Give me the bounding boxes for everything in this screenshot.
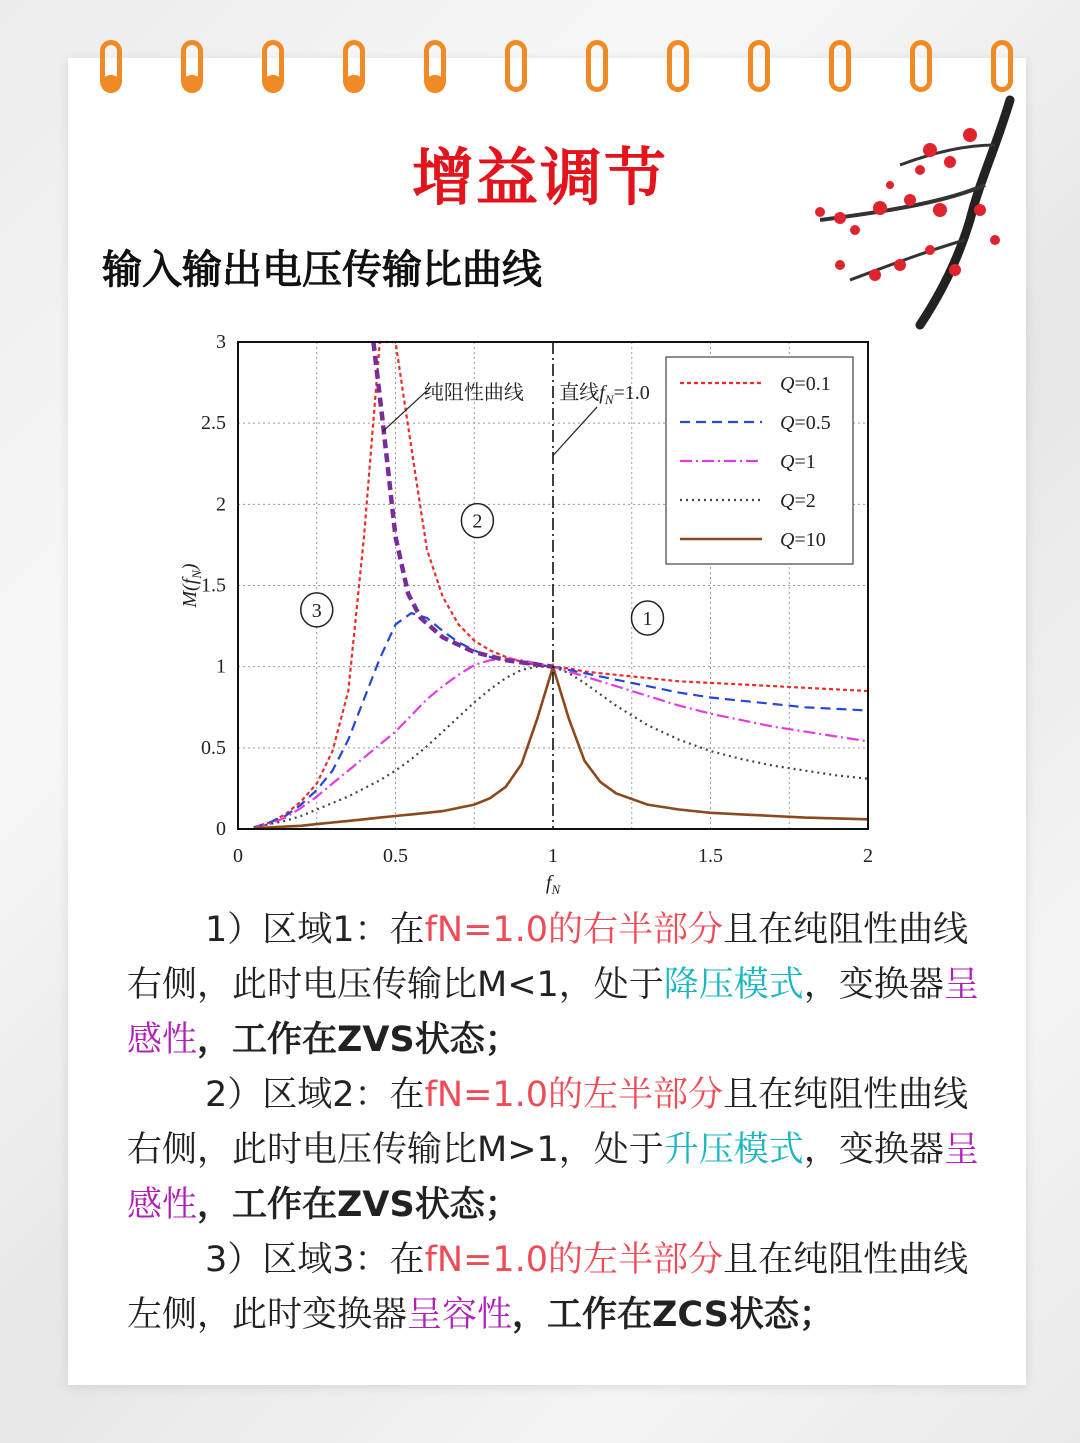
para-text-bold: ，工作在ZVS状态；	[197, 1185, 520, 1225]
binder-ring-icon	[991, 40, 1013, 92]
resistive-leader-line	[383, 391, 427, 432]
legend-label: Q=2	[780, 490, 816, 512]
para-text: 在	[389, 1075, 425, 1115]
binder-ring-icon	[181, 40, 203, 92]
paragraph-region-1	[127, 903, 987, 1068]
page-title: 增益调节	[411, 141, 668, 214]
para-lead: 1）区域1：	[205, 910, 390, 950]
binder-ring-icon	[829, 40, 851, 92]
x-tick-label: 0.5	[383, 845, 408, 867]
y-axis-label: $M(f_N)$	[179, 563, 204, 608]
region-marker-label: 2	[472, 510, 483, 533]
x-axis-label: $f_N$	[545, 872, 561, 895]
highlight-cyan: 升压模式	[663, 1130, 804, 1170]
explanation-paragraphs	[127, 903, 987, 1343]
section-subtitle: 输入输出电压传输比曲线	[102, 247, 542, 293]
y-tick-label: 0.5	[201, 736, 226, 759]
y-tick-label: 1.5	[201, 574, 226, 597]
x-tick-label: 2	[863, 845, 873, 867]
para-text: ，变换器	[803, 965, 944, 1005]
para-text-bold: ，工作在ZVS状态；	[197, 1020, 520, 1060]
series-line-Q-10	[254, 667, 868, 829]
binder-ring-icon	[505, 40, 527, 92]
para-text: ，变换器	[803, 1130, 944, 1170]
para-text: 且在纯阻性曲线右侧，此时电压传输比M>1，处于	[127, 1075, 969, 1170]
y-tick-label: 2	[216, 493, 226, 516]
para-lead: 2）区域2：	[205, 1075, 390, 1115]
highlight-purple: 呈感性	[127, 965, 979, 1060]
region-marker-label: 3	[311, 599, 322, 622]
para-text-bold: ，工作在ZCS状态；	[512, 1295, 834, 1335]
binder-ring-icon	[748, 40, 770, 92]
highlight-red: fN=1.0的左半部分	[424, 1240, 724, 1280]
highlight-purple: 呈感性	[127, 1130, 979, 1225]
binder-ring-icon	[343, 40, 365, 92]
highlight-red: fN=1.0的左半部分	[424, 1075, 724, 1115]
legend-label: Q=0.1	[780, 373, 831, 395]
x-tick-label: 1	[548, 845, 558, 867]
binder-ring-icon	[667, 40, 689, 92]
paragraph-region-2	[127, 1068, 987, 1233]
vline-leader-line	[553, 407, 597, 456]
y-tick-label: 3	[216, 331, 226, 353]
binder-ring-icon	[586, 40, 608, 92]
region-marker-label: 1	[642, 607, 653, 630]
y-tick-label: 1	[216, 655, 226, 678]
para-lead: 3）区域3：	[205, 1240, 390, 1280]
highlight-red: fN=1.0的右半部分	[424, 910, 724, 950]
para-text: 在	[389, 910, 425, 950]
vline-label: 直线$f_N=1.0$	[559, 381, 650, 407]
highlight-purple: 呈容性	[407, 1295, 513, 1335]
legend-label: Q=10	[780, 529, 826, 551]
resistive-curve-label: 纯阻性曲线	[423, 381, 524, 404]
series-line-Q-0-5	[254, 613, 868, 827]
gain-curve-chart	[168, 320, 888, 895]
binder-ring-icon	[424, 40, 446, 92]
para-text: 且在纯阻性曲线右侧，此时电压传输比M<1，处于	[127, 910, 969, 1005]
legend-label: Q=0.5	[780, 412, 831, 434]
paragraph-region-3	[127, 1233, 987, 1343]
binder-ring-icon	[100, 40, 122, 92]
binder-ring-icon	[262, 40, 284, 92]
legend-label: Q=1	[780, 451, 816, 473]
para-text: 在	[389, 1240, 425, 1280]
para-text: 且在纯阻性曲线左侧，此时变换器	[127, 1240, 969, 1335]
x-tick-label: 1.5	[698, 845, 723, 867]
y-tick-label: 0	[216, 818, 226, 840]
y-tick-label: 2.5	[201, 412, 226, 435]
highlight-cyan: 降压模式	[663, 965, 804, 1005]
binder-ring-icon	[910, 40, 932, 92]
x-tick-label: 0	[233, 845, 243, 867]
